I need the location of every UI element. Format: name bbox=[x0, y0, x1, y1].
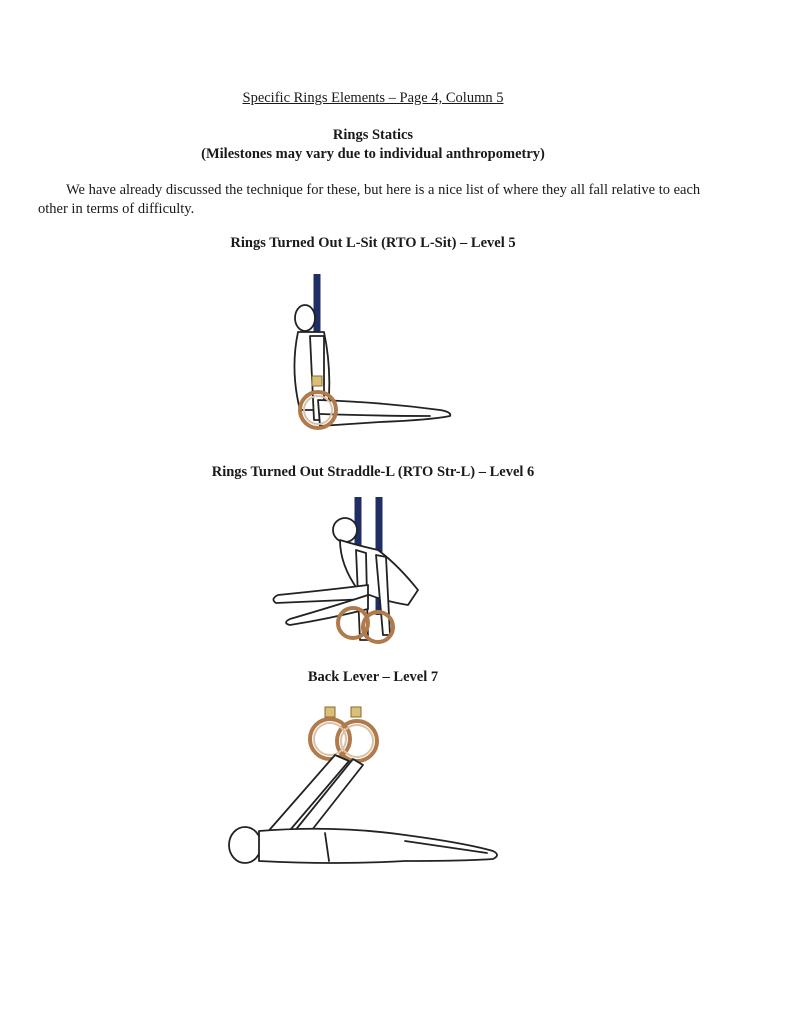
rto-l-sit-illustration bbox=[280, 270, 460, 440]
intro-paragraph: We have already discussed the technique for these, but here is a nice list of where they all fall relative to each other in terms of difficulty. bbox=[38, 182, 701, 217]
rto-straddle-l-illustration bbox=[268, 495, 438, 655]
back-lever-illustration bbox=[225, 705, 505, 875]
running-header: Specific Rings Elements – Page 4, Column 5 bbox=[242, 90, 504, 106]
section-subtitle: (Milestones may vary due to individual anthropometry) bbox=[201, 146, 545, 162]
figure-caption-rto-l-sit: Rings Turned Out L-Sit (RTO L-Sit) – Level 5 bbox=[230, 235, 516, 251]
figure-caption-rto-straddle-l: Rings Turned Out Straddle-L (RTO Str-L) – Level 6 bbox=[211, 464, 535, 480]
section-title: Rings Statics bbox=[332, 127, 414, 143]
figure-caption-back-lever: Back Lever – Level 7 bbox=[307, 669, 439, 685]
